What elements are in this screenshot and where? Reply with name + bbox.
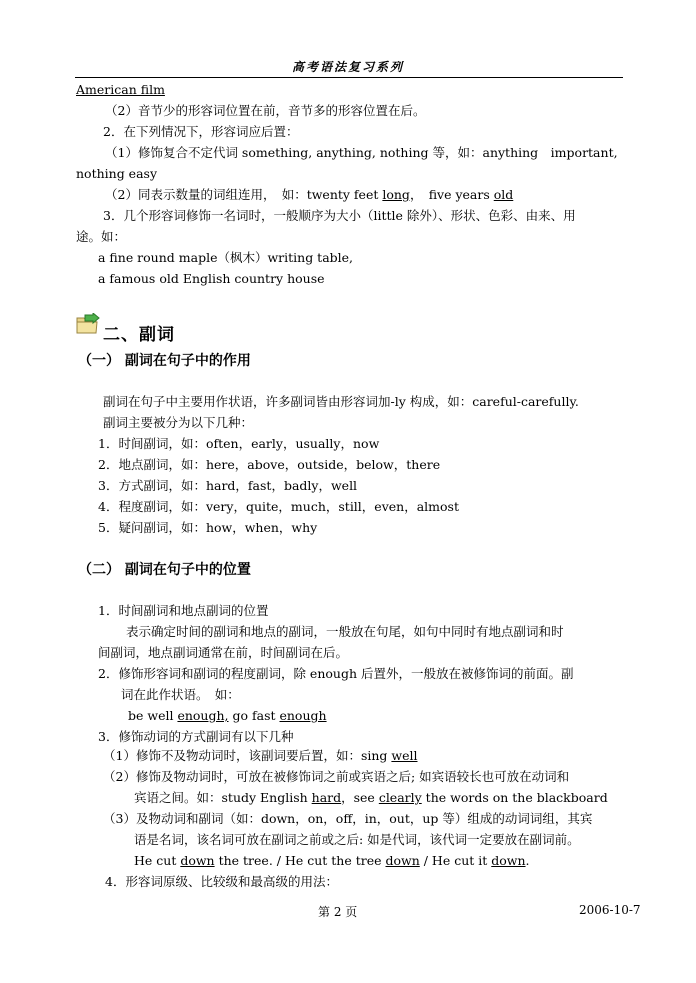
- text-line: American film: [76, 82, 165, 97]
- text-span: the tree. / He cut the tree: [214, 853, 386, 868]
- text-line: （3）及物动词和副词（如：down，on，off，in，out，up 等）组成的动词词组，其宾: [103, 811, 593, 826]
- text-line: （2）修饰及物动词时，可放在被修饰词之前或宾语之后; 如宾语较长也可放在动词和: [103, 769, 570, 784]
- underlined-word: down: [385, 853, 420, 868]
- page-header-title: 高考语法复习系列: [291, 60, 404, 74]
- text-span: 宾语之间。如：study English: [134, 790, 312, 805]
- text-line: a famous old English country house: [98, 271, 325, 286]
- text-line: [105, 187, 513, 203]
- list-item: 5．疑问副词，如：how，when，why: [98, 520, 318, 535]
- header-divider: [75, 77, 623, 78]
- text-span: go fast: [228, 708, 280, 723]
- text-line: 副词主要被分为以下几种：: [103, 415, 254, 430]
- text-span: the words on the blackboard: [421, 790, 608, 805]
- list-item: 2．地点副词，如：here，above，outside，below，there: [98, 457, 441, 472]
- folder-arrow-icon: [76, 313, 100, 335]
- text-span: .: [525, 853, 530, 868]
- text-span: （2）同表示数量的词组连用， 如：twenty feet: [105, 187, 383, 202]
- underlined-word: long: [382, 187, 410, 202]
- text-line: a fine round maple（枫木）writing table,: [98, 250, 354, 265]
- text-span: （1）修饰不及物动词时，该副词要后置，如：sing: [103, 748, 392, 763]
- text-line: [103, 748, 418, 764]
- text-line: nothing easy: [76, 166, 157, 181]
- underlined-word: old: [493, 187, 514, 202]
- footer-date: 2006-10-7: [579, 903, 641, 917]
- text-line: 副词在句子中主要用作状语，许多副词皆由形容词加-ly 构成，如：careful-carefully.: [103, 394, 579, 409]
- list-item: 3．方式副词，如：hard，fast，badly，well: [98, 478, 358, 493]
- text-line: 3．修饰动词的方式副词有以下几种: [98, 729, 294, 744]
- section-title: 二、副词: [103, 325, 175, 345]
- text-line: [134, 790, 608, 806]
- underlined-word: enough,: [177, 708, 229, 723]
- list-item: 4．程度副词，如：very，quite，much，still，even，almost: [98, 499, 459, 514]
- underlined-word: clearly: [378, 790, 422, 805]
- subsection-title: （一） 副词在句子中的作用: [78, 353, 251, 369]
- text-line: 2．修饰形容词和副词的程度副词，除 enough 后置外，一般放在被修饰词的前面。副: [98, 666, 574, 681]
- text-line: 间副词，地点副词通常在前，时间副词在后。: [98, 645, 349, 660]
- text-line: [128, 708, 327, 724]
- page-number: 第 2 页: [318, 905, 358, 919]
- text-line: （1）修饰复合不定代词 something, anything, nothing 等，如：anything important,: [105, 145, 618, 160]
- text-span: be well: [128, 708, 178, 723]
- subsection-title: （二） 副词在句子中的位置: [78, 562, 251, 578]
- underlined-word: well: [391, 748, 418, 763]
- underlined-word: down: [180, 853, 215, 868]
- text-span: / He cut it: [419, 853, 492, 868]
- text-line: 语是名词，该名词可放在副词之前或之后: 如是代词，该代词一定要放在副词前。: [134, 832, 580, 847]
- text-line: 表示确定时间的副词和地点的副词，一般放在句尾，如句中同时有地点副词和时: [126, 624, 564, 639]
- text-line: 3．几个形容词修饰一名词时，一般顺序为大小（little 除外）、形状、色彩、由来、用: [103, 208, 576, 223]
- text-line: 2．在下列情况下，形容词应后置：: [103, 124, 299, 139]
- text-line: [134, 853, 530, 869]
- list-item: 1．时间副词，如：often，early，usually，now: [98, 436, 380, 451]
- text-line: （2）音节少的形容词位置在前，音节多的形容位置在后。: [105, 103, 426, 118]
- text-line: 词在此作状语。 如：: [121, 687, 240, 702]
- text-span: ， five years: [409, 187, 494, 202]
- text-span: ，see: [341, 790, 379, 805]
- underlined-word: enough: [279, 708, 327, 723]
- text-line: 途。如：: [76, 229, 127, 244]
- text-span: He cut: [134, 853, 181, 868]
- text-line: 4．形容词原级、比较级和最高级的用法：: [105, 874, 338, 889]
- underlined-word: hard: [311, 790, 342, 805]
- underlined-word: down: [491, 853, 526, 868]
- text-line: 1．时间副词和地点副词的位置: [98, 603, 269, 618]
